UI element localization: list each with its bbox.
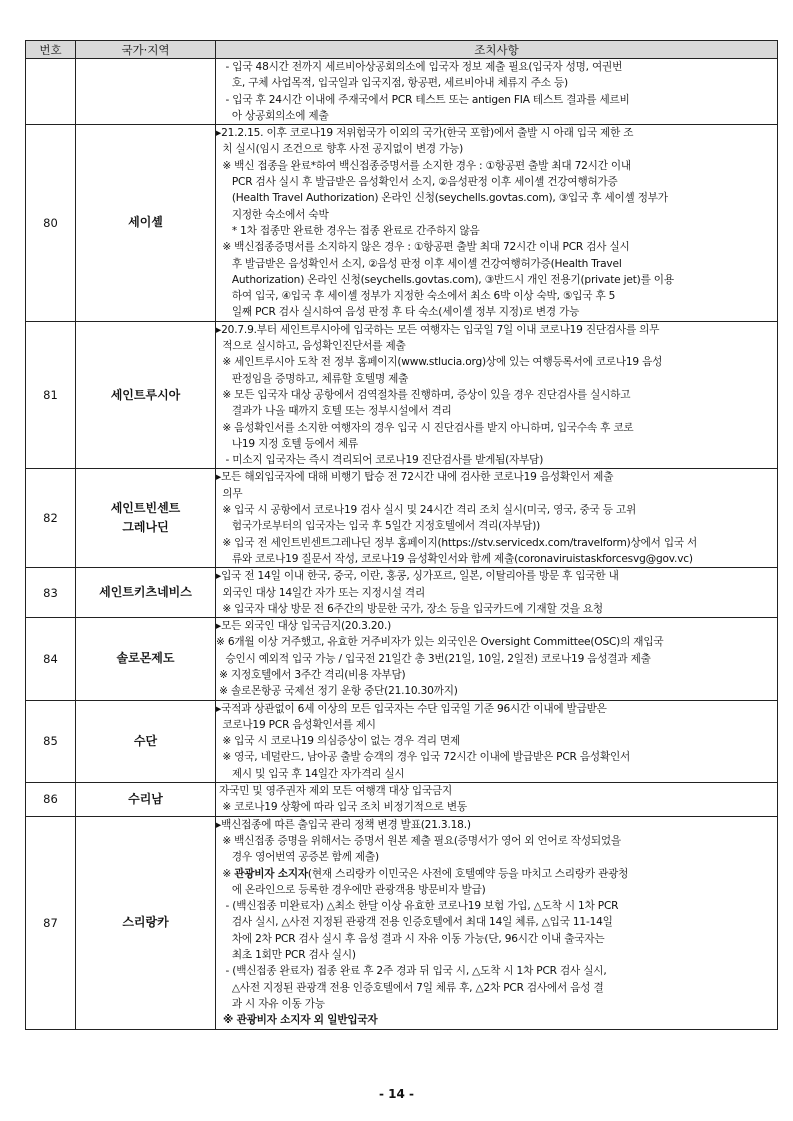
measure-text [216,469,778,568]
measure-line: ※ 백신접종증명서를 소지하지 않은 경우 : ①항공편 출발 최대 72시간 이내 PCR 검사 실시 [216,241,630,254]
row-number: 82 [26,469,76,568]
measure-line: ※ 세인트루시아 도착 전 정부 홈페이지(www.stlucia.org)상에 있는 여행등록서에 코로나19 음성 [216,356,663,369]
measure-line: 결과가 나올 때까지 호텔 또는 정부시설에서 격리 [216,405,452,418]
measure-line: 코로나19 PCR 음성확인서를 제시 [216,718,376,731]
measure-text [216,125,778,322]
measure-line: ※ 6개월 이상 거주했고, 유효한 거주비자가 있는 외국인은 Oversight Committee(OSC)의 재입국 [216,636,664,649]
measure-line: 제시 및 입국 후 14일간 자가격리 실시 [216,767,405,780]
row-number: 86 [26,783,76,817]
header-num: 번호 [26,41,76,59]
measure-line: 험국가로부터의 입국자는 입국 후 5일간 지정호텔에서 격리(자부담)) [216,520,541,533]
measure-text [216,700,778,782]
table-row [26,59,778,125]
measure-line: 지정한 숙소에서 숙박 [216,208,329,221]
measure-line: 경우 영어번역 공증본 함께 제출) [216,851,379,864]
table-row [26,125,778,322]
measure-line: ※ 입국자 대상 방문 전 6주간의 방문한 국가, 장소 등을 입국카드에 기재할 것을 요청 [216,602,603,615]
measure-text [216,59,778,125]
measure-line: 최초 1회만 PCR 검사 실시) [216,949,356,962]
table-row [26,700,778,782]
measure-line: 하여 입국, ④입국 후 세이셸 정부가 지정한 숙소에서 최소 6박 이상 숙박, ⑤입국 후 5 [216,290,616,303]
measure-line: ▸입국 전 14일 이내 한국, 중국, 이란, 홍콩, 싱가포르, 일본, 이탈리아를 방문 후 입국한 내 [216,570,619,583]
row-number: 81 [26,321,76,469]
measure-line: ▸백신접종에 따른 출입국 관리 정책 변경 발표(21.3.18.) [216,818,471,831]
measure-line: ▸21.2.15. 이후 코로나19 저위험국가 이외의 국가(한국 포함)에서 출발 시 아래 입국 제한 조 [216,127,634,140]
measure-line: 검사 실시, △사전 지정된 관광객 전용 인증호텔에서 최대 14일 체류, △입국 11-14일 [216,916,613,929]
measure-text [216,618,778,700]
measure-line: ※ 입국 시 공항에서 코로나19 검사 실시 및 24시간 격리 조치 실시(미국, 영국, 중국 등 고위 [216,504,637,517]
measure-line: ▸20.7.9.부터 세인트루시아에 입국하는 모든 여행자는 입국일 7일 이내 코로나19 진단검사를 의무 [216,323,660,336]
row-number: 84 [26,618,76,700]
header-country: 국가·지역 [76,41,216,59]
measure-text [216,568,778,618]
measure-line: ※ 솔로몬항공 국제선 정기 운항 중단(21.10.30까지) [216,685,458,698]
measure-line: 과 시 자유 이동 가능 [216,997,325,1010]
measure-line: Authorization) 온라인 신청(seychells.govtas.com), ③반드시 개인 전용기(private jet)를 이용 [216,273,674,286]
measure-line: PCR 검사 실시 후 발급받은 음성확인서 소지, ②음성판정 이후 세이셸 건강여행허가증 [216,176,618,189]
measure-line: 에 온라인으로 등록한 경우에만 관광객용 방문비자 발급) [216,883,486,896]
table-row [26,816,778,1029]
measure-line: - (백신접종 미완료자) △최소 한달 이상 유효한 코로나19 보험 가입, △도착 시 1차 PCR [216,900,619,913]
measure-line: 아 상공회의소에 제출 [216,109,329,122]
country-name [76,816,216,1029]
measures-table [25,40,778,1030]
measure-line: 의무 [216,487,243,500]
measure-line: 호, 구체 사업목적, 입국일과 입국지점, 항공편, 세르비아내 체류지 주소 등) [216,77,568,90]
country-name-line: 솔로몬제도 [116,651,175,666]
measure-line: ▸국적과 상관없이 6세 이상의 모든 입국자는 수단 입국일 기준 96시간 이내에 발급받은 [216,702,607,715]
country-name-line: 수단 [133,733,158,748]
measure-line: ※ 관광비자 소지자 외 일반입국자 [216,1014,378,1027]
measure-line: 차에 2차 PCR 검사 실시 후 음성 결과 시 자유 이동 가능(단, 96시간 이내 출국자는 [216,932,605,945]
measure-line: - (백신접종 완료자) 접종 완료 후 2주 경과 뒤 입국 시, △도착 시 1차 PCR 검사 실시, [216,965,607,978]
country-name-line: 그레나딘 [122,520,169,535]
page-number: - 14 - [378,1087,414,1101]
measure-line: ※ 백신 접종을 완료*하여 백신접종증명서를 소지한 경우 : ①항공편 출발 최대 72시간 이내 [216,159,631,172]
measure-line: 승인시 예외적 입국 가능 / 입국전 21일간 총 3번(21일, 10일, 2일전) 코로나19 음성결과 제출 [216,652,651,665]
measure-line: 외국인 대상 14일간 자가 또는 지정시설 격리 [216,586,425,599]
measure-line: ▸모든 외국인 대상 입국금지(20.3.20.) [216,620,392,633]
measure-line: - 입국 48시간 전까지 세르비아상공회의소에 입국자 정보 제출 필요(입국자 성명, 여권번 [216,61,623,73]
header-measure: 조치사항 [216,41,778,59]
measure-line: 적으로 실시하고, 음성확인진단서를 제출 [216,340,406,353]
measure-text [216,783,778,817]
country-name-line: 세인트키츠네비스 [99,585,192,600]
measure-line: 후 발급받은 음성확인서 소지, ②음성 판정 이후 세이셸 건강여행허가증(Health Travel [216,257,622,270]
country-name [76,618,216,700]
measure-line: ※ 지정호텔에서 3주간 격리(비용 자부담) [216,668,406,681]
table-row [26,321,778,469]
row-number: 85 [26,700,76,782]
measure-line: * 1차 접종만 완료한 경우는 접종 완료로 간주하지 않음 [216,224,480,237]
table-row [26,783,778,817]
measure-line: - 미소지 입국자는 즉시 격리되어 코로나19 진단검사를 받게됨(자부담) [216,454,544,467]
bold-lead: 관광비자 소지자 [234,867,308,880]
country-name [76,321,216,469]
country-name-line: 세인트빈센트 [110,501,181,516]
measure-line: - 입국 후 24시간 이내에 주재국에서 PCR 테스트 또는 antigen FIA 테스트 결과를 세르비 [216,93,630,106]
row-number: 80 [26,125,76,322]
measure-line: ※ 모든 입국자 대상 공항에서 검역절차를 진행하며, 증상이 있을 경우 진단검사를 실시하고 [216,388,631,401]
measure-line: 일째 PCR 검사 실시하여 음성 판정 후 타 숙소(세이셸 정부 지정)로 변경 가능 [216,306,580,319]
table-row [26,469,778,568]
measure-line: 나19 지정 호텔 등에서 체류 [216,437,358,450]
country-name [76,783,216,817]
measure-line: (Health Travel Authorization) 온라인 신청(seychells.govtas.com), ③입국 후 세이셸 정부가 [216,192,668,205]
country-name [76,568,216,618]
country-name [76,700,216,782]
country-name [76,469,216,568]
measure-line: 류와 코로나19 질문서 작성, 코로나19 음성확인서와 함께 제출(coronaviruistaskforcesvg@gov.vc) [216,552,693,565]
measure-line: △사전 지정된 관광객 전용 인증호텔에서 7일 체류 후, △2차 PCR 검사에서 음성 결 [216,981,604,994]
measure-line: ※ 입국 전 세인트빈센트그레나딘 정부 홈페이지(https://stv.servicedx.com/travelform)상에서 입국 서 [216,536,698,549]
measure-line: ※ 백신접종 증명을 위해서는 증명서 원본 제출 필요(증명서가 영어 외 언어로 작성되었을 [216,834,621,847]
measure-text [216,321,778,469]
country-name-line: 세인트루시아 [110,387,181,402]
row-number: 87 [26,816,76,1029]
country-name-line: 스리랑카 [122,915,169,930]
measure-text [216,816,778,1029]
measure-line: ※ 관광비자 소지자(현재 스리랑카 이민국은 사전에 호텔예약 등을 마치고 스리랑카 관광청 [216,867,629,880]
country-name [76,125,216,322]
measure-line: ※ 코로나19 상황에 따라 입국 조치 비정기적으로 변동 [216,801,467,814]
row-number [26,59,76,125]
measure-line: ▸모든 해외입국자에 대해 비행기 탑승 전 72시간 내에 검사한 코로나19 음성확인서 제출 [216,471,614,484]
measure-line: ※ 영국, 네덜란드, 남아공 출발 승객의 경우 입국 72시간 이내에 발급받은 PCR 음성확인서 [216,751,631,764]
country-name-line: 세이셸 [128,215,163,230]
table-header-row [26,41,778,59]
measure-line: ※ 입국 시 코로나19 의심증상이 없는 경우 격리 면제 [216,735,461,748]
row-number: 83 [26,568,76,618]
measure-line: 판정임을 증명하고, 체류할 호텔명 제출 [216,372,409,385]
measure-line: 자국민 및 영주권자 제외 모든 여행객 대상 입국금지 [216,785,453,798]
country-name-line: 수리남 [128,791,163,806]
country-name [76,59,216,125]
table-row [26,568,778,618]
table-row [26,618,778,700]
measure-line: 치 실시(임시 조건으로 향후 사전 공지없이 변경 가능) [216,143,464,156]
measure-line: ※ 음성확인서를 소지한 여행자의 경우 입국 시 진단검사를 받지 아니하며, 입국수속 후 코로 [216,421,634,434]
